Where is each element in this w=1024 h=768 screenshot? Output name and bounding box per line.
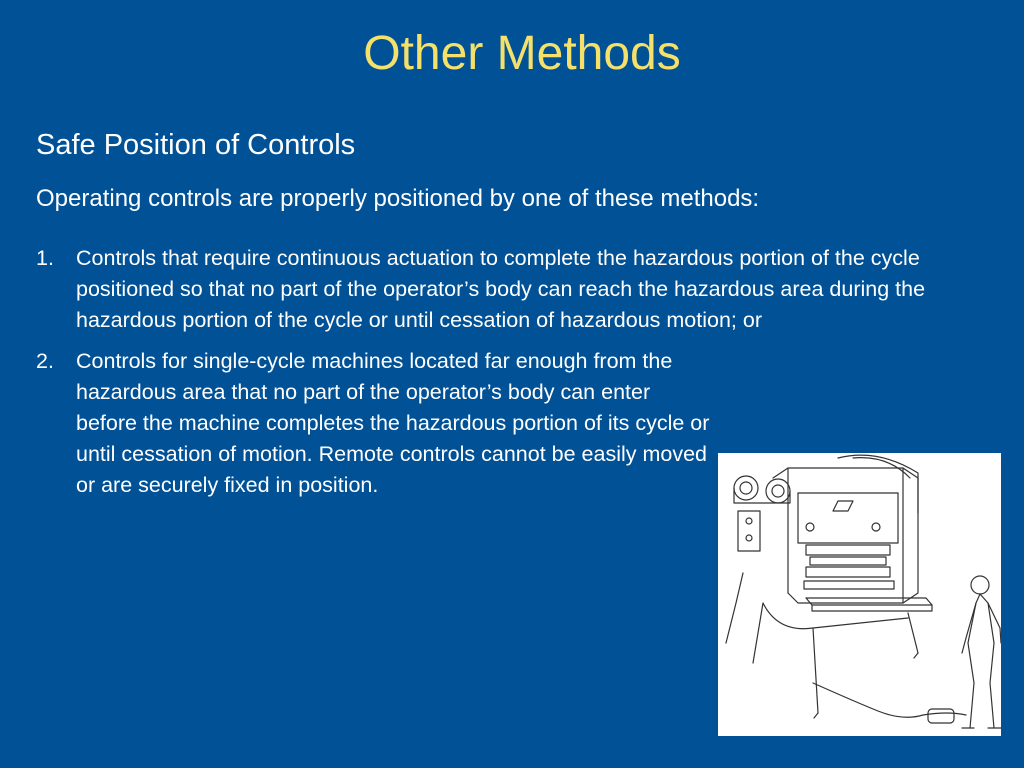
slide-title: Other Methods bbox=[363, 27, 681, 80]
press-frame bbox=[773, 468, 918, 603]
operator-figure bbox=[971, 576, 989, 594]
list-item-text: Controls for single-cycle machines located far enough from the hazardous area that no part of the operator’s body can enter before the machine completes the hazardous portion of its cycle or until cessation of motion. Remote controls cannot be easily moved or are securely fixed in position. bbox=[76, 349, 710, 497]
flywheel-arc bbox=[838, 455, 918, 513]
control-cable bbox=[813, 683, 966, 717]
flywheel-left bbox=[734, 476, 758, 500]
list-item-number: 2. bbox=[36, 349, 54, 373]
control-box bbox=[738, 511, 760, 551]
press-base bbox=[753, 603, 918, 713]
section-heading: Safe Position of Controls bbox=[36, 129, 356, 161]
list-item-number: 1. bbox=[36, 246, 54, 270]
press-machine-illustration bbox=[718, 453, 1001, 736]
list-item bbox=[36, 243, 956, 336]
intro-text: Operating controls are properly positioned by one of these methods: bbox=[36, 185, 760, 212]
list-item-text: Controls that require continuous actuation to complete the hazardous portion of the cycle positioned so that no part of the operator’s body can reach the hazardous area during the hazardous portion of the cycle or until cessation of hazardous motion; or bbox=[76, 246, 926, 332]
foot-control bbox=[928, 709, 954, 723]
press-bed bbox=[806, 598, 932, 605]
